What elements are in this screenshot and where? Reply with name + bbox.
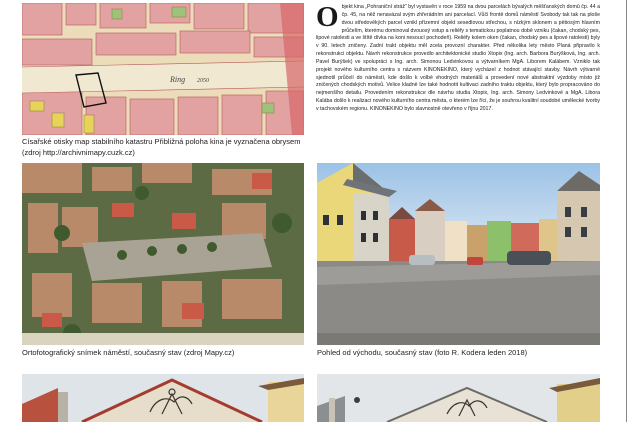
article-body: bjekt kina „Pohraniční stráž“ byl vystavěn v roce 1959 na dvou parcelách bývalých měšťanských domů čp. 44 a čp. 45, na něž nenavázal svým zhřerádním ani parcelací. Vůči frontě domů náměstí Svobody tak tak na ploše dvou středověkých parcel vznikl přízemní objekt sesedlovou střechou, s nízkým sklonem a pětiosým hlavním průčelím, kterému dominoval dvouosý vstup a reliéfy s tematickou poplatnou době vzniku (čakan, chodský pes, lipové ratolesti a ve štítě dívka na koni nesoucí pochodeň). Reliéfy kolem oken (čakan, chodský pes a lipové ratolesti) byly v 90. letech zničeny. Zadní trakt objektu měl zcela provozní charakter. Před několika lety město Planá připravilo k rekonstrukci objektu. Návrh rekonstrukce provedlo architektonické studio Xtopix (Ing. arch. Barbora Burýšková, Ing. arch. Pavel Burýšek) ve spolupráci s Ing. arch. Simonou Ledvinkovou a výtvarníkem MgA. Liborem Kalábem. Vzniklo tak projekt nového kulturního centra s názvem KINONEKINO, který vycházel z hodnot stávající stavby. Návrh výtvarně sjednotil průčelí do náměstí, kde došlo k volbě vhodných materiálů a provedení nové abstraktní výzdoby místo již zničených chodských motivů. Velice kladně lze také hodnotit kultivaci zadního traktu objektu, který bylo propracováno do nejmenšího detailu. Provedením rekonstrukce dle návrhu studia Xtopix, Ing. arch. Simony Ledvinkové a MgA. Libora Kalába došlo k realizaci nového kulturního centra města, o kterém lze říci, že je souhrou kvalitní soudobé umělecké tvorby v tachovském regionu. KINONEKINO bylo slavnostně otevřeno v říjnu 2017. xyxy=(316,4,600,112)
aerial-photo-image xyxy=(22,163,304,345)
facade-photo-left xyxy=(22,374,304,422)
map-number-label: 2050 xyxy=(197,78,209,84)
aerial-caption: Ortofotografický snímek náměstí, současný stav (zdroj Mapy.cz) xyxy=(22,348,235,357)
map-street-label: Ring xyxy=(170,75,186,84)
street-caption: Pohled od východu, současný stav (foto R. Kodera leden 2018) xyxy=(317,348,528,357)
street-photo-image xyxy=(317,163,600,345)
article-dropcap: O xyxy=(316,4,339,33)
page-edge-line xyxy=(626,0,627,422)
map-caption: Císařské otisky map stabilního katastru Přibližná poloha kina je vyznačena obrysem (zdroj http://archivnimapy.cuzk.cz) xyxy=(22,137,301,157)
cadastral-map-image xyxy=(22,3,304,135)
article-text xyxy=(316,4,600,154)
facade-photo-right xyxy=(317,374,600,422)
